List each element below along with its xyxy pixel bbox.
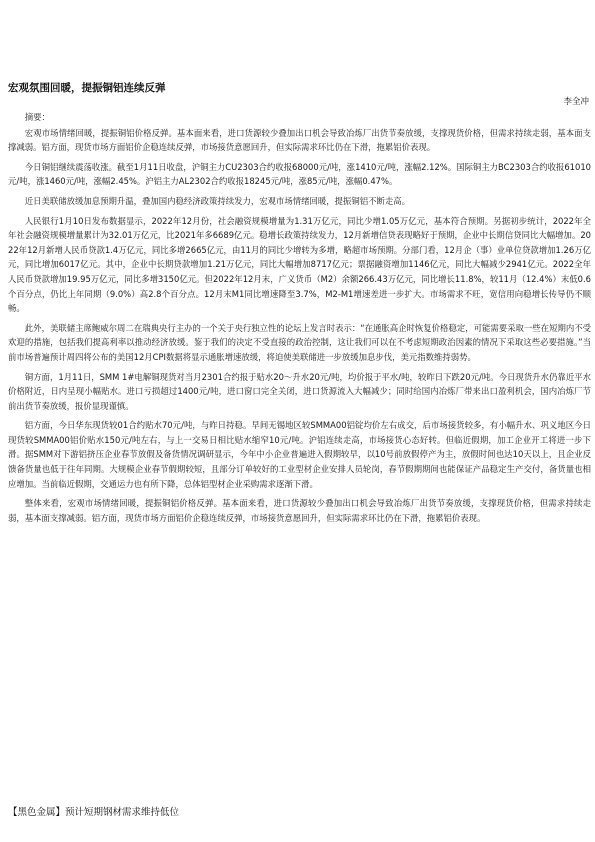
paragraph-summary: 宏观市场情绪回暖，提振铜铝价格反弹。基本面来看，进口货源较少叠加出口机会导致冶炼厂出货节奏放缓，支撑现货价格，但需求持续走弱，基本面支撑减弱。铝方面，现货市场方面铝价企稳连续反弹，市场接货意愿回升，但实际需求环比仍在下滑，拖累铝价表现。 (8, 127, 591, 153)
section-title: 宏观氛围回暖，提振铜铝连续反弹 (8, 82, 166, 94)
paragraph-copper-spot: 铜方面，1月11日，SMM 1#电解铜现货对当月2301合约报于贴水20～升水20元/吨，均价报于平水/吨，较昨日下跌20元/吨。今日现货升水仍靠近平水价格附近，日内呈现小幅贴水。进口亏损超过1400元/吨，进口窗口完全关闭，进口货源流入大幅减少；同时给国内冶炼厂带来出口盈利机会，国内冶炼厂节前出货节奏放缓，报价显现谨慎。 (8, 371, 591, 411)
abstract-label: 摘要： (24, 112, 50, 122)
paragraph-macro-sentiment: 近日美联储放缓加息预期升温，叠加国内稳经济政策持续发力，宏观市场情绪回暖，提振铜铝不断走高。 (24, 195, 411, 206)
paragraph-conclusion: 整体来看，宏观市场情绪回暖，提振铜铝价格反弹。基本面来看，进口货源较少叠加出口机会导致冶炼厂出货节奏放缓，支撑现货价格，但需求持续走弱，基本面支撑减弱。铝方面，现货市场方面铝价企稳连续反弹，市场接货意愿回升，但实际需求环比仍在下滑，拖累铝价表现。 (8, 498, 591, 523)
paragraph-price-close: 今日铜铝继续震荡收涨。截至1月11日收盘，沪铜主力CU2303合约收报68000元/吨，涨1410元/吨，涨幅2.12%。国际铜主力BC2303合约收报61010元/吨，涨1460元/吨，涨幅2.45%。沪铝主力AL2302合约收报18245元/吨，涨85元/吨，涨幅0.47%。 (8, 161, 591, 187)
paragraph-fed-powell: 此外，美联储主席鲍威尔周二在瑞典央行主办的一个关于央行独立性的论坛上发言时表示：“在通胀高企时恢复价格稳定，可能需要采取一些在短期内不受欢迎的措施，包括我们提高利率以推动经济放缓。鉴于我们的决定不受直接的政治控制，这让我们可以在不考虑短期政治因素的情况下采取这些必要措施。”当前市场普遍预计周四将公布的美国12月CPI数据将显示通胀增速放缓，将迫使美联储进一步放缓加息步伐，美元指数维持弱势。 (8, 322, 591, 362)
article-body (8, 110, 591, 530)
next-section-title: 【黑色金属】预计短期钢材需求维持低位 (8, 807, 180, 818)
paragraph-credit-data: 人民银行1月10日发布数据显示，2022年12月份，社会融资规模增量为1.31万亿元，同比少增1.05万亿元，基本符合预期。另据初步统计，2022年全年社会融资规模增量累计为32.01万亿元，比2021年多6689亿元。稳增长政策持续发力，12月新增信贷表现略好于预期，企业中长期信贷同比大幅增加。2022年12月新增人民币贷款1.4万亿元，同比多增2665亿元，由11月的同比少增转为多增，略超市场预期。分部门看，12月企（事）业单位贷款增加1.26万亿元，同比增加6017亿元。其中，企业中长期贷款增加1.21万亿元，同比大幅增加8717亿元；票据融资增加1146亿元，同比大幅减少2941亿元。2022全年人民币贷款增加19.95万亿元，同比多增3150亿元。但2022年12月末，广义货币（M2）余额266.43万亿元，同比增长11.8%，较11月（12.4%）末低0.6个百分点，仍比上年同期（9.0%）高2.8个百分点。12月末M1同比增速降至3.7%，M2-M1增速差进一步扩大。市场需求不旺，宽信用向稳增长传导仍不顺畅。 (8, 215, 591, 314)
paragraph-aluminum-spot: 铝方面，今日华东现货较01合约贴水70元/吨，与昨日持稳。早间无锡地区较SMMA00铝锭均价左右成交，后市场接货较多，有小幅升水、巩义地区今日现货较SMMA00铝价贴水150元/吨左右，与上一交易日相比贴水缩窄10元/吨。沪铝连续走高，市场接货心态好转。但临近假期，加工企业开工将进一步下滑。据SMM对下游铝挤压企业春节放假及备货情况调研显示，今年中小企业普遍进入假期较早，以10号前放假停产为主，放假时间也达10天以上，且企业反馈备货量也低于往年同期。大规模企业春节假期较短，且部分订单较好的工业型材企业安排人员轮岗，春节假期期间也能保证产品稳定生产交付，备货量也相应增加。当前临近假期，交通运力也有所下降，总体铝型材企业采购需求逐渐下滑。 (8, 420, 591, 489)
author-name: 李全冲 (563, 97, 589, 107)
